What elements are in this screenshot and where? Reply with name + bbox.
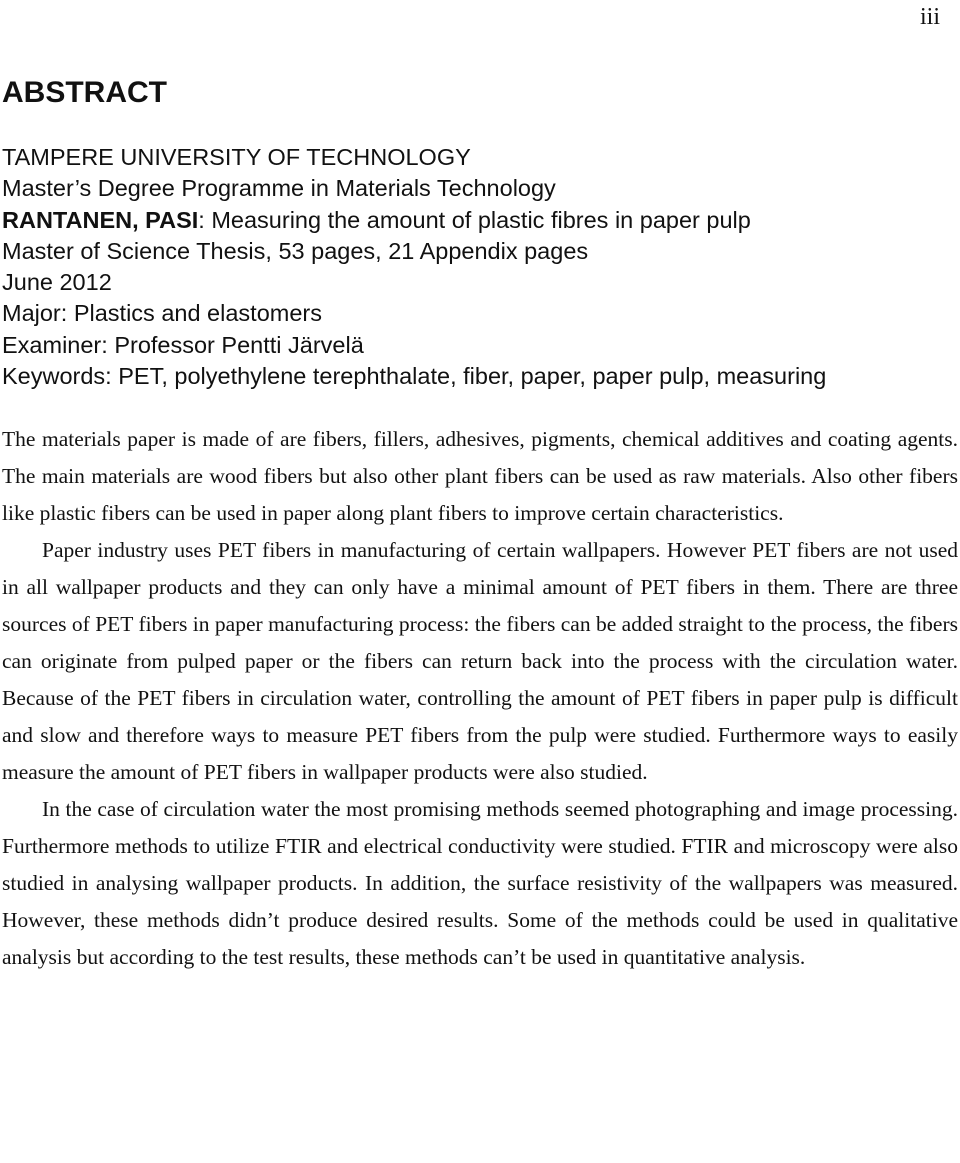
abstract-paragraph: Paper industry uses PET fibers in manufacturing of certain wallpapers. However PET fibers are not used in all wallpaper products and they can only have a minimal amount of PET fibers in them. There are three sources of PET fibers in paper manufacturing process: the fibers can be added straight to the process, the fibers can originate from pulped paper or the fibers can return back into the process with the circulation water. Because of the PET fibers in circulation water, controlling the amount of PET fibers in paper pulp is difficult and slow and therefore ways to measure PET fibers from the pulp were studied. Furthermore ways to easily measure the amount of PET fibers in wallpaper products were also studied. — [2, 538, 958, 784]
author-name: RANTANEN, PASI — [2, 206, 199, 233]
abstract-paragraph: In the case of circulation water the most promising methods seemed photographing and image processing. Furthermore methods to utilize FTIR and electrical conductivity were studied. FTIR and microscopy were also studied in analysing wallpaper products. In addition, the surface resistivity of the wallpapers was measured. However, these methods didn’t produce desired results. Some of the methods could be used in qualitative analysis but according to the test results, these methods can’t be used in quantitative analysis. — [2, 797, 958, 969]
keywords-line: Keywords: PET, polyethylene terephthalate, fiber, paper, paper pulp, measuring — [2, 363, 827, 390]
major-line: Major: Plastics and elastomers — [2, 300, 322, 327]
abstract-paragraph: The materials paper is made of are fibers, fillers, adhesives, pigments, chemical additives and coating agents. The main materials are wood fibers but also other plant fibers can be used as raw materials. Also other fibers like plastic fibers can be used in paper along plant fibers to improve certain characteristics. — [2, 427, 958, 525]
abstract-heading: ABSTRACT — [2, 76, 167, 109]
examiner-line: Examiner: Professor Pentti Järvelä — [2, 331, 364, 358]
thesis-info-line: Master of Science Thesis, 53 pages, 21 Appendix pages — [2, 237, 589, 264]
university-line: TAMPERE UNIVERSITY OF TECHNOLOGY — [2, 144, 471, 170]
thesis-title: : Measuring the amount of plastic fibres in paper pulp — [198, 206, 751, 233]
author-title-line — [2, 205, 956, 236]
programme-line: Master’s Degree Programme in Materials Technology — [2, 175, 556, 202]
page-number: iii — [919, 4, 940, 30]
thesis-metadata — [2, 142, 956, 392]
date-line: June 2012 — [2, 269, 112, 296]
abstract-body — [2, 421, 958, 976]
